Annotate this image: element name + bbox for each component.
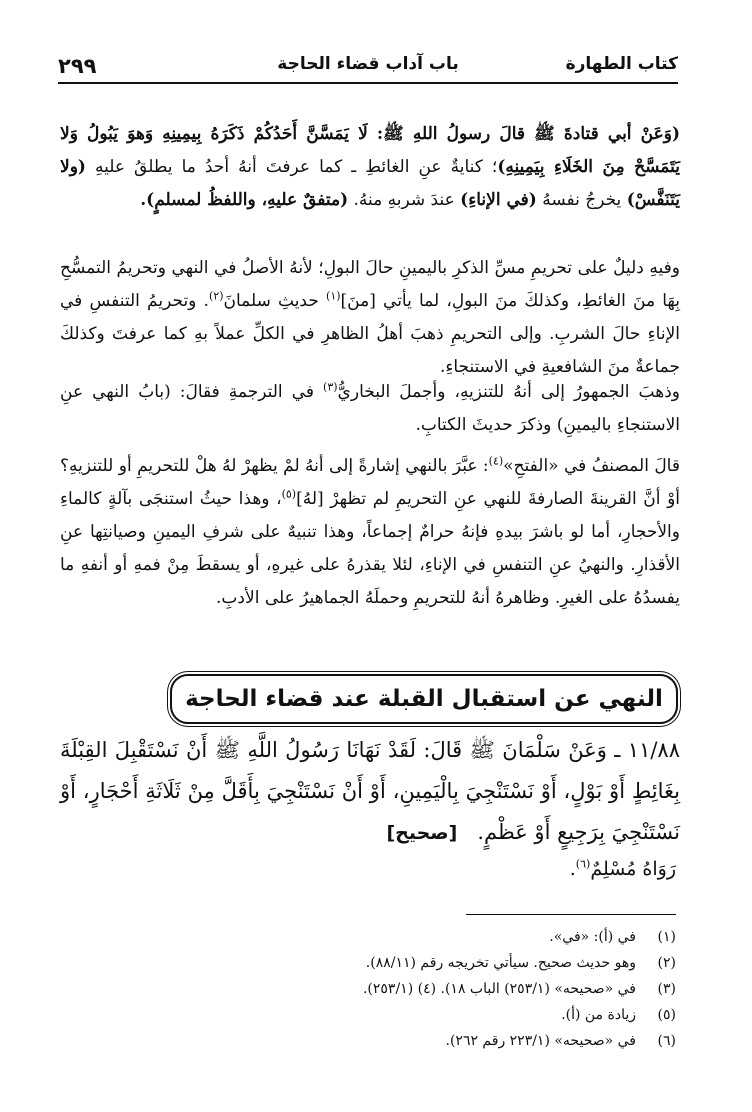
footnote-text: زيادة من (أ). [561,1007,636,1023]
text-run: . وتحريمُ التنفسِ في الإناءِ حالَ الشربِ. وإلى التحريمِ ذهبَ أهلُ الظاهرِ في الكلِّ عملاً بهِ كما عرفتَ وكذلكَ جماعةٌ منَ الشافعيةِ في الاستنجاءِ. [60,291,680,377]
text-run: عندَ شربهِ منهُ. [348,190,461,210]
footnote-number: (٣) [657,981,676,997]
source-citation: (متفقٌ عليهِ، واللفظُ لمسلمٍ). [140,190,349,210]
text-run: وفيهِ دليلٌ على تحريمِ مسِّ الذكرِ باليمينِ حالَ البولِ؛ لأنهُ الأصلُ في النهي وتحريمُ التمسُّحِ بِهَا منَ الغائطِ، وكذلكَ منَ البولِ، لما يأتي [منَ] [60,258,681,311]
hadith-grade: [صحيح] [386,822,458,844]
book-title: كتاب الطهارة [565,54,678,74]
footnote-number: (٢) [657,955,676,971]
footnote-text: في «صحيحه» (٢٢٣/١ رقم ٢٦٢). [445,1033,636,1049]
paragraph-1 [60,118,680,217]
text-run: ؛ كنايةٌ عنِ الغائطِ ـ كما عرفتَ أنهُ أحدُ ما يطلقُ عليهِ [85,157,498,177]
footnote-item [116,950,676,976]
paragraph-3 [60,376,680,442]
footnote-item [116,924,676,950]
narration-source: رَوَاهُ مُسْلِمٌ [590,858,676,880]
page-header [58,52,678,84]
paragraph-4 [60,450,680,615]
footnote-ref[interactable]: (٢) [208,289,224,303]
hadith-body: ١١/٨٨ ـ وَعَنْ سَلْمَانَ ﷺ قَالَ: لَقَدْ نَهَانَا رَسُولُ اللَّهِ ﷺ أَنْ نَسْتَقْبِلَ القِبْلَةَ بِغَائِطٍ أَوْ بَوْلٍ، أَوْ نَسْتَنْجِيَ بِالْيَمِينِ، أَوْ أَنْ نَسْتَنْجِيَ بِأَقَلَّ مِنْ ثَلَاثَةِ أَحْجَارٍ، أَوْ نَسْتَنْجِيَ بِرَجِيعٍ أَوْ عَظْمٍ. [60,738,680,844]
section-title-box [170,674,678,724]
quote-phrase: (ولا يَتَنَفَّسْ) [60,157,680,210]
paragraph-2 [60,252,680,384]
hadith-quote: (وَعَنْ أبي قتادةَ ﷺ قالَ رسولُ اللهِ ﷺ: لَا يَمَسَّنَّ أَحَدُكُمْ ذَكَرَهُ بِيمِينِهِ وَهوَ يَبُولُ وَلا يَتَمَسَّحْ مِنَ الخَلَاءِ بِيَمِينِهِ) [60,124,680,177]
hadith-text [60,730,680,854]
hadith-narration: رَوَاهُ مُسْلِمٌ$^{(٦)}$. [569,857,676,880]
section-title: النهي عن استقبال القبلة عند قضاء الحاجة [185,686,663,712]
footnote-number: (٦) [657,1033,676,1049]
text-run: حديثِ سلمانَ [223,291,327,311]
footnote-text: في «صحيحه» (٢٥٣/١) الباب ١٨). (٤) (٢٥٣/١). [362,981,636,997]
footnote-ref[interactable]: (١) [326,289,341,303]
footnote-number: (٥) [657,1007,676,1023]
footnote-ref[interactable]: (٥) [281,487,297,501]
footnote-ref[interactable]: (٦) [575,857,591,871]
footnote-item [116,976,676,1002]
footnote-divider [466,914,676,915]
footnote-text: وهو حديث صحيح. سيأتي تخريجه رقم (٨٨/١١). [365,955,636,971]
footnote-ref[interactable]: (٤) [488,454,504,468]
footnote-item [116,1028,676,1054]
text-run: وذهبَ الجمهورُ إلى أنهُ للتنزيهِ، وأجملَ البخاريُّ [337,382,680,402]
footnote-item [116,1002,676,1028]
text-run: ، وهذا حيثُ استنجَى بآلةٍ كالماءِ والأحجارِ، أما لو باشرَ بيدهِ فإنهُ حرامٌ إجماعاً، وهذا تنبيهٌ على شرفِ اليمينِ وصيانتِها عنِ الأقذارِ. والنهيُ عنِ التنفسِ في الإناءِ، لئلا يقذرهُ على غيرهِ، أو يسقطَ مِنْ فمهِ أو أنفهِ ما يفسدُهُ على الغيرِ. وظاهرهُ أنهُ للتحريمِ وحملَهُ الجماهيرُ على الأدبِ. [60,489,680,608]
page-number: ٢٩٩ [58,54,97,78]
text-run: : عبَّرَ بالنهي إشارةً إلى أنهُ لمْ يظهرْ لهُ هلْ للتحريمِ أو للتنزيهِ؟ أوْ أنَّ القرينةَ الصارفةَ للنهي عنِ التحريمِ لم تظهرْ [لهُ] [60,456,681,509]
chapter-title: باب آداب قضاء الحاجة [277,54,459,74]
footnote-text: في (أ): «في». [549,929,636,945]
text-run: في الترجمةِ فقالَ: (بابُ النهي عنِ الاستنجاءِ باليمينِ) وذكرَ حديثَ الكتابِ. [60,382,680,435]
text-run: يخرجُ نفسهُ [536,190,627,210]
text-run: قالَ المصنفُ في «الفتحِ» [503,456,680,476]
footnote-number: (١) [657,929,676,945]
footnotes-list [116,924,676,1054]
quote-phrase: (في الإناءِ) [460,190,537,210]
footnote-ref[interactable]: (٣) [323,380,338,394]
